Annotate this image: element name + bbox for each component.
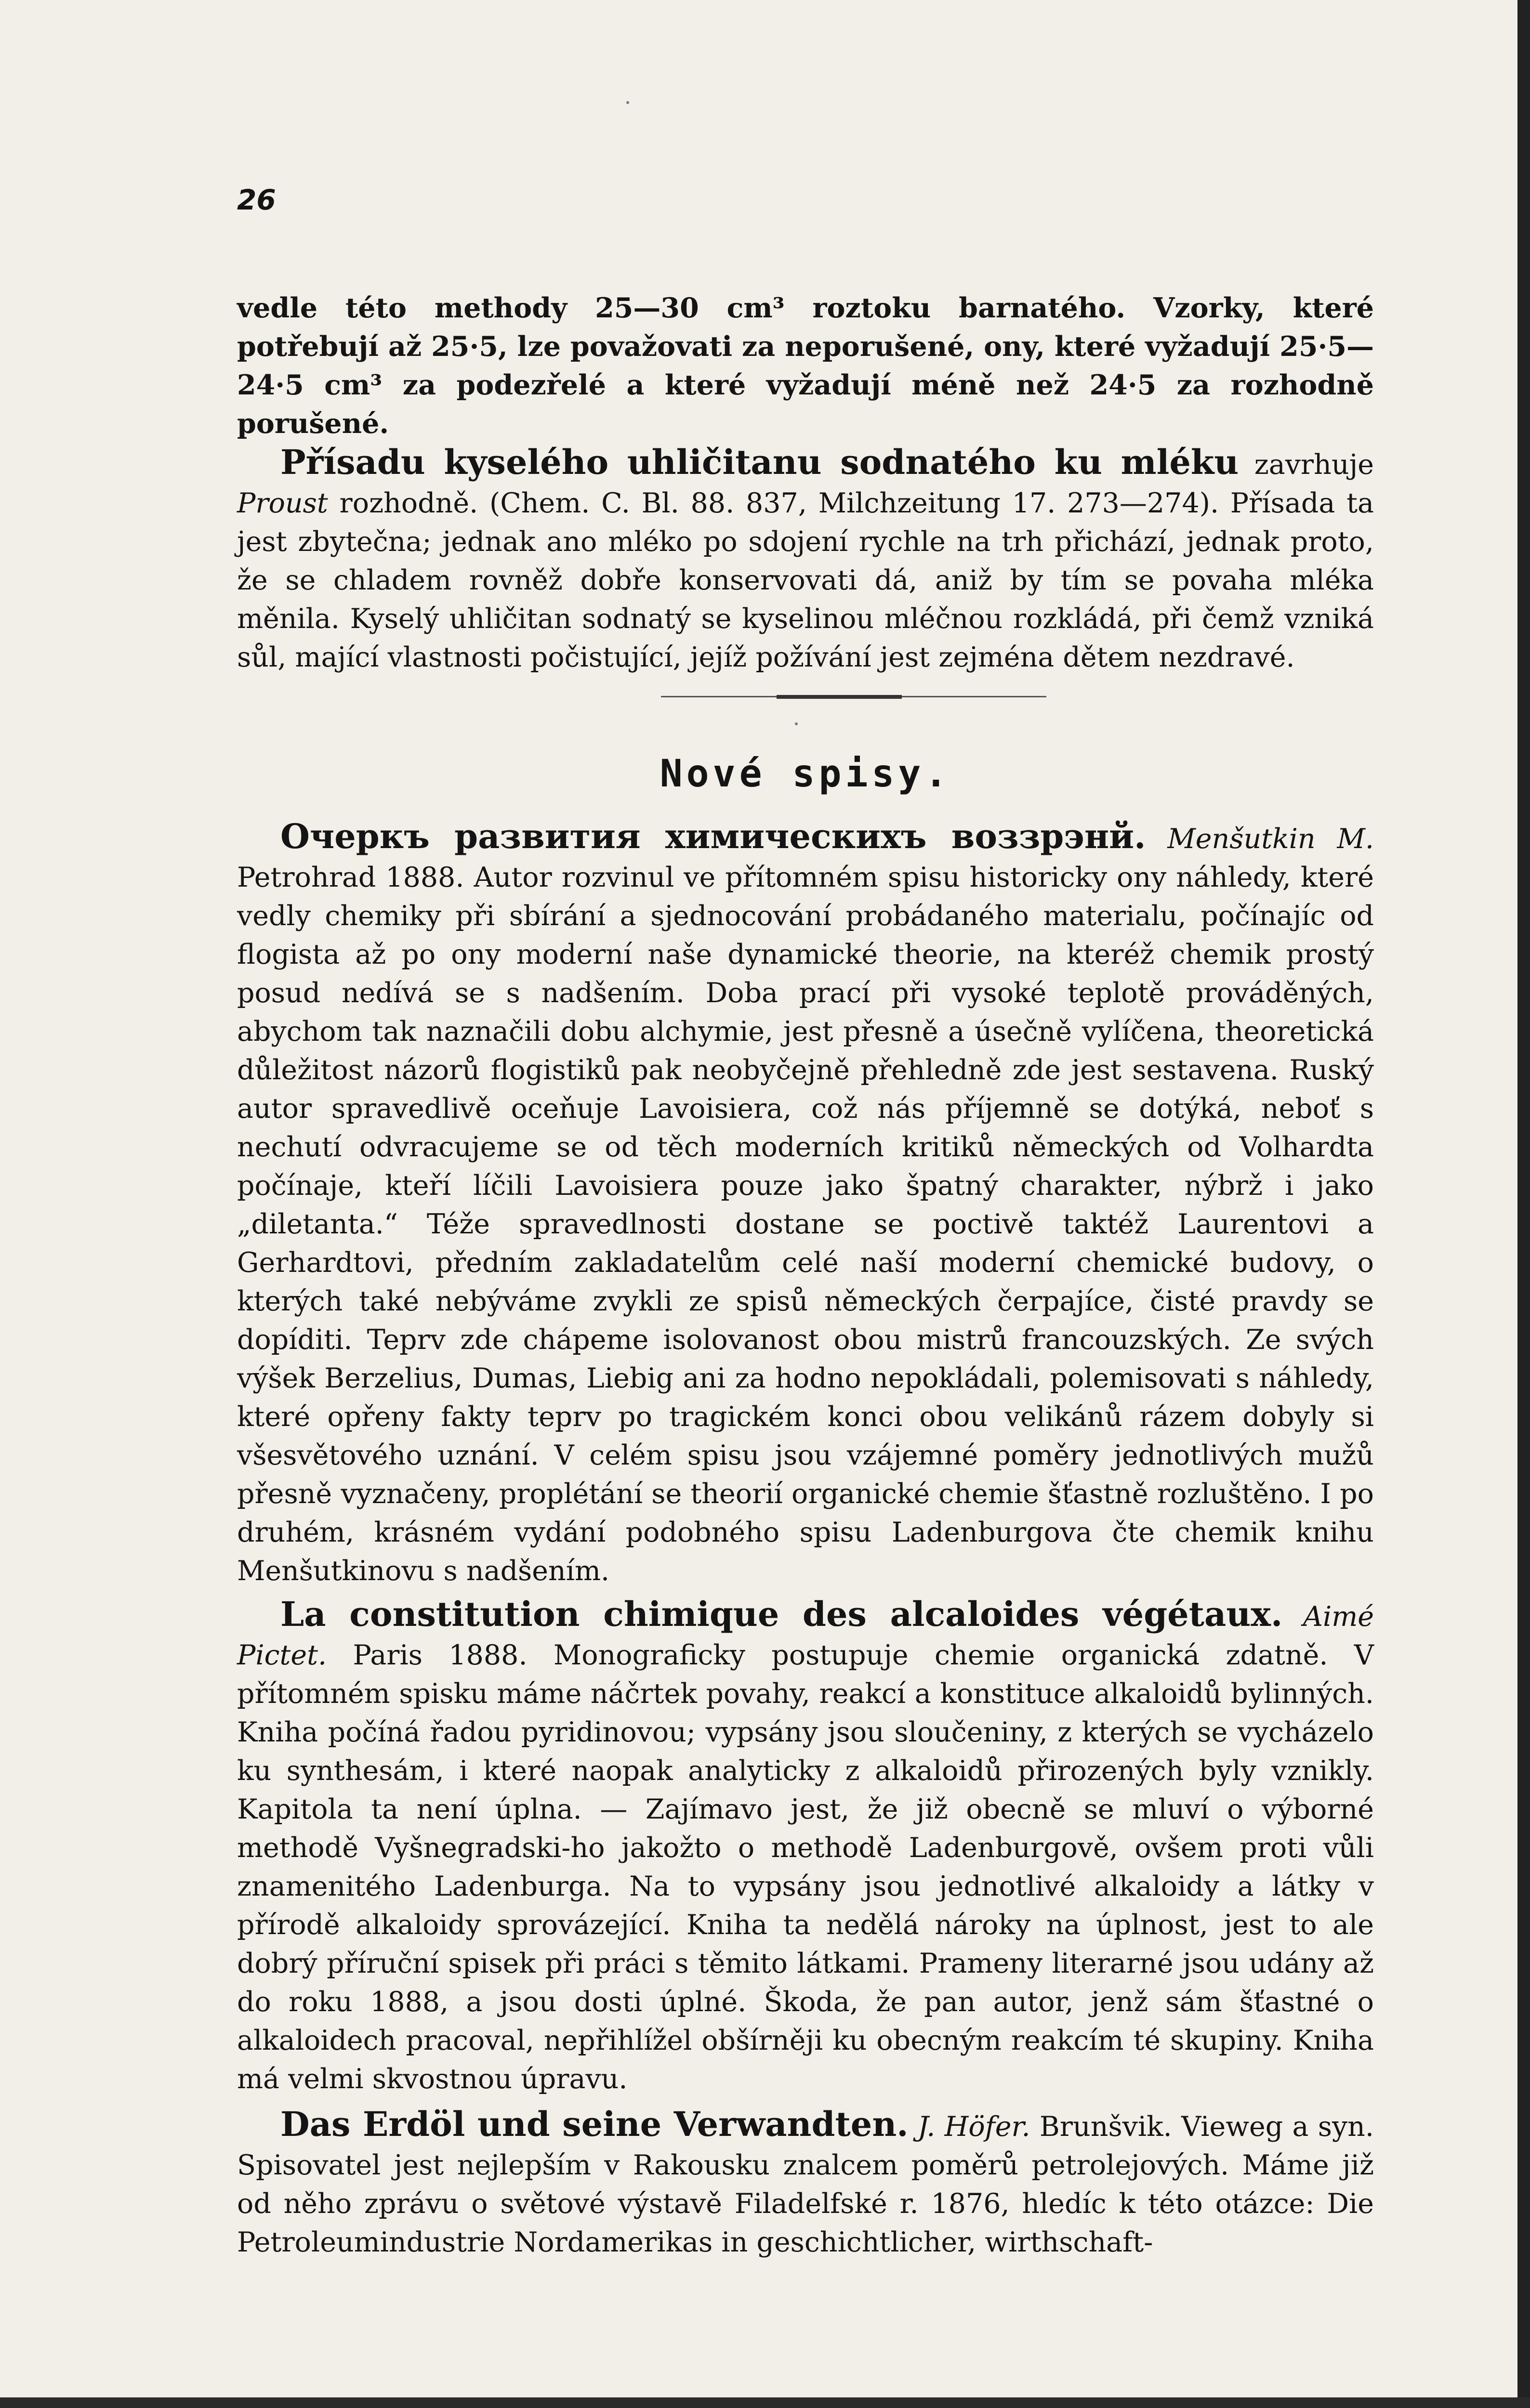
scan-edge-right [1517, 0, 1530, 2408]
review-title: Очеркъ развития химическихъ воззрэнй. [280, 816, 1146, 856]
page-number: 26 [237, 183, 276, 216]
additive-text-before: zavrhuje [1239, 449, 1374, 481]
intro-text: vedle této methody 25—30 cm³ roztoku barnatého. Vzorky, které potřebují až 25·5, lze považovati za neporušené, ony, které vyžadují 25·5—24·5 cm³ za podezřelé a které vyžadují méně než 24·5 za rozhodně porušené. [237, 292, 1374, 440]
review-title: Das Erdöl und seine Verwandten. [280, 2104, 909, 2144]
scan-edge-bottom [0, 2397, 1530, 2408]
additive-heading: Přísadu kyselého uhličitanu sodnatého ku mléku [280, 442, 1239, 482]
review-body: Petrohrad 1888. Autor rozvinul ve přítomném spisu historicky ony náhledy, které vedly chemiky při sbírání a sjednocování probádaného materialu, počínajíc od flogista až po ony moderní naše dynamické theorie, na kteréž chemik prostý posud nedívá se s nadšením. Doba prací při vysoké teplotě prováděných, abychom tak naznačili dobu alchymie, jest přesně a úsečně vylíčena, theoretická důležitost názorů flogistiků pak neobyčejně přehledně zde jest sestavena. Ruský autor spravedlivě oceňuje Lavoisiera, což nás příjemně se dotýká, neboť s nechutí odvracujeme se od těch moderních kritiků německých od Volhardta počínaje, kteří líčili Lavoisiera pouze jako špatný charakter, nýbrž i jako „diletanta.“ Téže spravedlnosti dostane se poctivě taktéž Laurentovi a Gerhardtovi, předním zakladatelům celé naší moderní chemické budovy, o kterých také nebýváme zvykli ze spisů německých čerpajíce, čisté pravdy se dopíditi. Teprv zde chápeme isolovanost obou mistrů francouzských. Ze svých výšek Berzelius, Dumas, Liebig ani za hodno nepokládali, polemisovati s náhledy, které opřeny fakty teprv po tragickém konci obou velikánů rázem dobyly si všesvětového uznání. V celém spisu jsou vzájemné poměry jednotlivých mužů přesně vyznačeny, proplétání se theorií organické chemie šťastně rozluštěno. I po druhém, krásném vydání podobného spisu Ladenburgova čte chemik knihu Menšutkinovu s nadšením. [237, 862, 1374, 1587]
review-body: Brunšvik. Vieweg a syn. Spisovatel jest nejlepším v Rakousku znalcem poměrů petrolejových. Máme již od něho zprávu o světové výstavě Filadelfské r. 1876, hledíc k této otázce: Die Petroleumindustrie Nordamerikas in geschichtlicher, wirthschaft- [237, 2111, 1374, 2258]
text-column [237, 183, 1374, 2266]
intro-paragraph [237, 289, 1374, 443]
scan-speck [626, 101, 629, 104]
review-title: La constitution chimique des alcaloides végétaux. [280, 1594, 1283, 1634]
review-entry-pictet [237, 1595, 1374, 2098]
review-body: Paris 1888. Monograficky postupuje chemie organická zdatně. V přítomném spisku máme náčrtek povahy, reakcí a konstituce alkaloidů bylinných. Kniha počíná řadou pyridinovou; vypsány jsou sloučeniny, z kterých se vycházelo ku synthesám, i které naopak analyticky z alkaloidů přirozených byly vznikly. Kapitola ta není úplna. — Zajímavo jest, že již obecně se mluví o výborné methodě Vyšnegradski-ho jakožto o methodě Ladenburgově, ovšem proti vůli znamenitého Ladenburga. Na to vypsány jsou jednotlivé alkaloidy a látky v přírodě alkaloidy sprovázející. Kniha ta nedělá nároky na úplnost, jest to ale dobrý příruční spisek při práci s těmito látkami. Prameny literarné jsou udány až do roku 1888, a jsou dosti úplné. Škoda, že pan autor, jenž sám šťastné o alkaloidech pracoval, nepřihlížel obšírněji ku obecným reakcím té skupiny. Kniha má velmi skvostnou úpravu. [237, 1639, 1374, 2095]
review-entry-hoefer [237, 2105, 1374, 2262]
additive-paragraph [237, 443, 1374, 677]
review-entry-menshutkin [237, 817, 1374, 1590]
section-divider [237, 682, 1374, 711]
divider-thick-line [777, 695, 902, 699]
review-author: Aimé Pictet. [237, 1601, 1374, 1671]
review-author: Menšutkin M. [1167, 823, 1374, 855]
additive-text-after: rozhodně. (Chem. C. Bl. 88. 837, Milchzeitung 17. 273—274). Přísada ta jest zbytečna; jednak ano mléko po sdojení rychle na trh přichází, jednak proto, že se chladem rovněž dobře konservovati dá, aniž by tím se povaha mléka měnila. Kyselý uhličitan sodnatý se kyselinou mléčnou rozkládá, při čemž vzniká sůl, mající vlastnosti počistující, jejíž požívání jest zejména dětem nezdravé. [237, 487, 1374, 673]
section-title: Nové spisy. [659, 752, 951, 796]
additive-author: Proust [237, 487, 328, 519]
review-author: J. Höfer. [917, 2111, 1030, 2143]
